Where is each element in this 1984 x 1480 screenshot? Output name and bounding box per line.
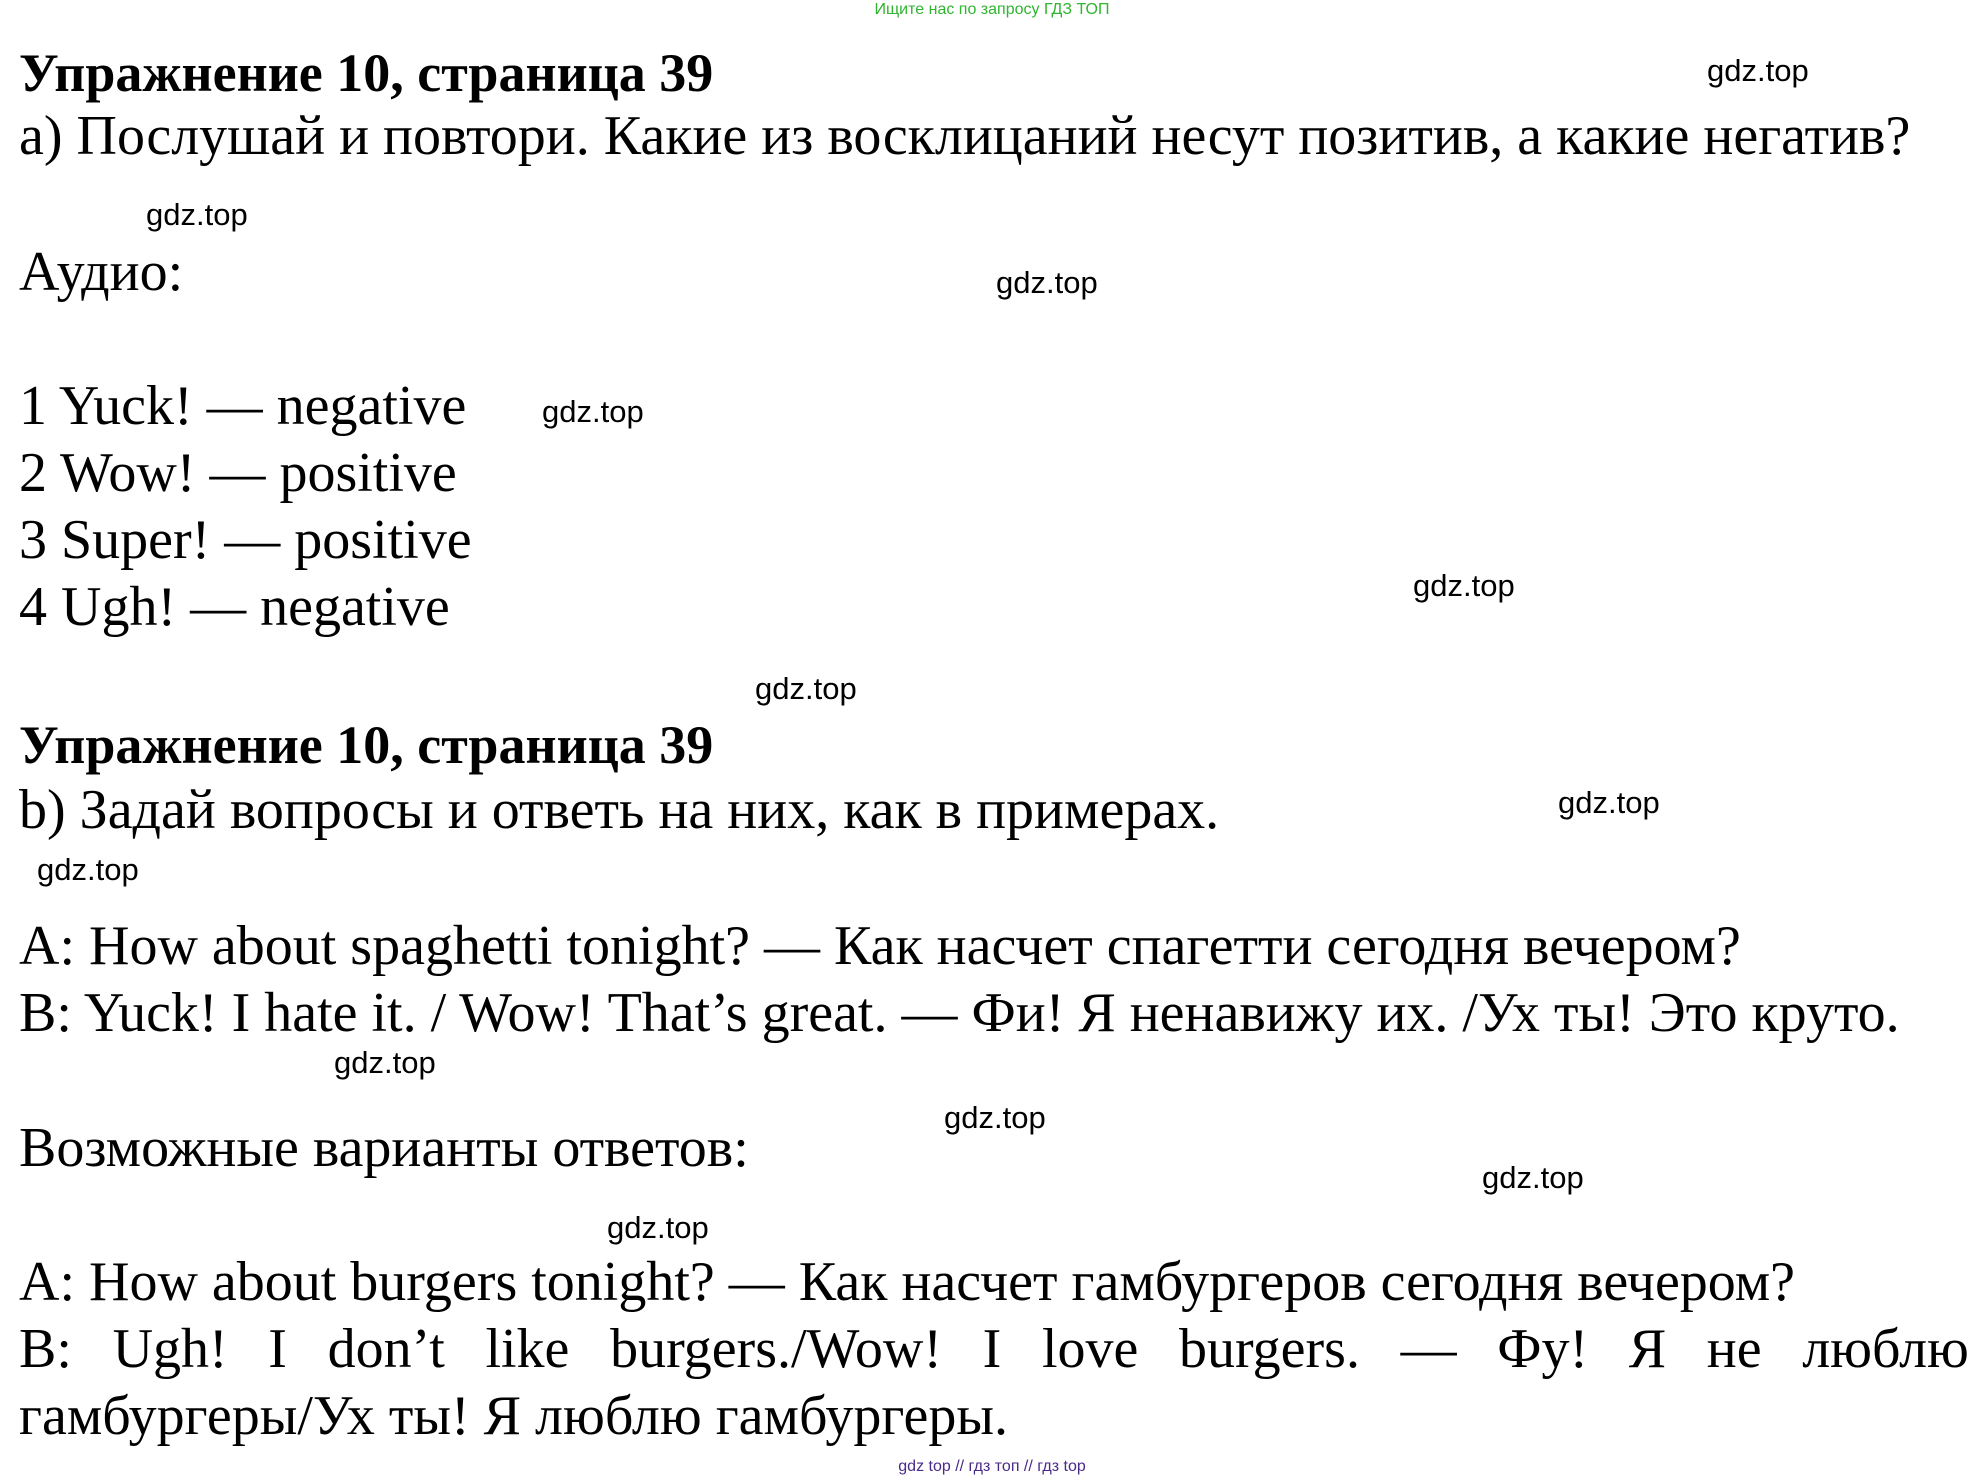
watermark: gdz.top: [542, 394, 644, 429]
answer-line-b-continued: гамбургеры/Ух ты! Я люблю гамбургеры.: [19, 1385, 1009, 1447]
watermark: gdz.top: [1558, 785, 1660, 820]
watermark: gdz.top: [607, 1210, 709, 1245]
audio-label: Аудио:: [19, 241, 184, 303]
watermark: gdz.top: [1707, 53, 1809, 88]
word: like: [485, 1318, 570, 1380]
word: don’t: [327, 1318, 445, 1380]
word: love: [1041, 1318, 1139, 1380]
list-item: 3 Super! — positive: [19, 509, 472, 571]
word: не: [1706, 1318, 1762, 1380]
watermark: gdz.top: [1482, 1160, 1584, 1195]
watermark: gdz.top: [944, 1100, 1046, 1135]
word: I: [268, 1318, 287, 1380]
example-line-a: A: How about spaghetti tonight? — Как насчет спагетти сегодня вечером?: [19, 915, 1741, 977]
section-b-heading: Упражнение 10, страница 39: [19, 715, 714, 775]
word: Я: [1628, 1318, 1667, 1380]
word: B:: [19, 1318, 72, 1380]
section-a-task: a) Послушай и повтори. Какие из восклицаний несут позитив, а какие негатив?: [19, 105, 1911, 167]
top-banner: Ищите нас по запросу ГДЗ ТОП: [874, 1, 1110, 18]
bottom-banner: gdz top // гдз топ // гдз top: [898, 1458, 1086, 1475]
word: люблю: [1802, 1318, 1969, 1380]
section-b-task: b) Задай вопросы и ответь на них, как в примерах.: [19, 779, 1220, 841]
answer-line-b: [19, 1318, 1969, 1380]
watermark: gdz.top: [334, 1045, 436, 1080]
section-a-heading: Упражнение 10, страница 39: [19, 43, 714, 103]
word: I: [982, 1318, 1002, 1380]
example-line-b: B: Yuck! I hate it. / Wow! That’s great. — Фи! Я ненавижу их. /Ух ты! Это круто.: [19, 982, 1900, 1044]
watermark: gdz.top: [1413, 568, 1515, 603]
list-item: 4 Ugh! — negative: [19, 576, 450, 638]
word: burgers./Wow!: [610, 1318, 943, 1380]
word: Фу!: [1497, 1318, 1589, 1380]
watermark: gdz.top: [996, 265, 1098, 300]
list-item: 1 Yuck! — negative: [19, 375, 467, 437]
word: —: [1400, 1318, 1457, 1380]
answer-line-a: A: How about burgers tonight? — Как насчет гамбургеров сегодня вечером?: [19, 1251, 1796, 1313]
watermark: gdz.top: [146, 197, 248, 232]
list-item: 2 Wow! — positive: [19, 442, 457, 504]
word: burgers.: [1179, 1318, 1360, 1380]
answers-label: Возможные варианты ответов:: [19, 1117, 749, 1179]
watermark: gdz.top: [37, 852, 139, 887]
watermark: gdz.top: [755, 671, 857, 706]
word: Ugh!: [112, 1318, 228, 1380]
